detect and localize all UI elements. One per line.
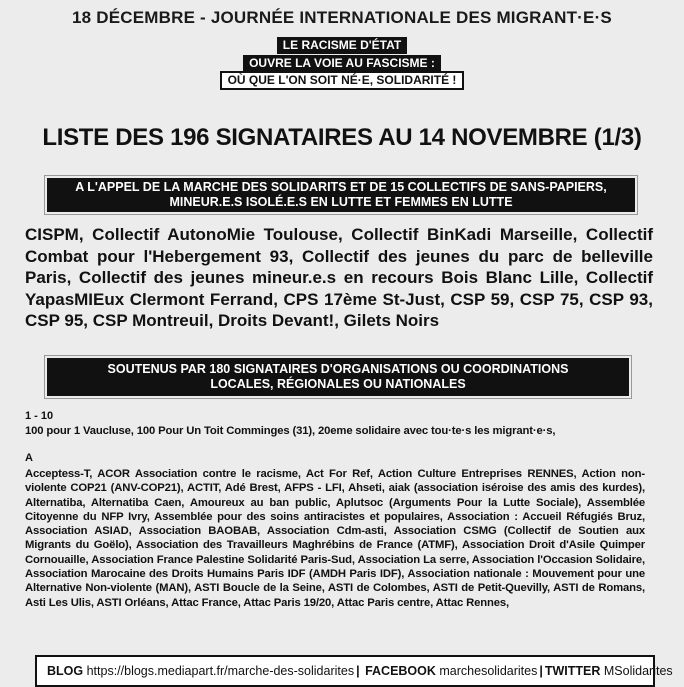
facebook-label: FACEBOOK (365, 664, 436, 678)
section-text-numbers: 100 pour 1 Vaucluse, 100 Pour Un Toit Comminges (31), 20eme solidaire avec tou·te·s les migrant·e·s, (25, 425, 556, 437)
soutien-line-1: SOUTENUS PAR 180 SIGNATAIRES D'ORGANISATIONS OU COORDINATIONS (107, 362, 569, 376)
appel-line-2: MINEUR.E.S ISOLÉ.E.S EN LUTTE ET FEMMES EN LUTTE (169, 195, 513, 209)
section-label-a: A (25, 452, 33, 464)
blog-link[interactable]: https://blogs.mediapart.fr/marche-des-solidarites (86, 664, 355, 678)
footer-separator: | (539, 664, 543, 678)
collectives-list: CISPM, Collectif AutonoMie Toulouse, Collectif BinKadi Marseille, Collectif Combat pour l'Hebergement 93, Collectif des jeunes du parc de belleville Paris, Collectif des jeunes mineur.e.s en recours Bois Blanc Lille, Collectif YapasMIEux Clermont Ferrand, CPS 17ème St-Just, CSP 59, CSP 75, CSP 93, CSP 95, CSP Montreuil, Droits Devant!, Gilets Noirs (25, 225, 653, 330)
slogan-line-3 (0, 71, 684, 90)
section-text-a: Acceptess-T, ACOR Association contre le racisme, Act For Ref, Action Culture Entreprises RENNES, Action non-violente COP21 (ANV-COP21), ACTIT, Adé Brest, AFPS - LFI, Ahseti, aiak (association iséroise des amis des kurdes), Alternatiba, Alternatiba Caen, Amoureux au ban public, Aplutsoc (Arguments Pour la Lutte Sociale), Assemblée Citoyenne du NFP Ivry, Assemblée pour des soins antiracistes et populaires, Association : Accueil Réfugiés Bruz, Association ASIAD, Association BAOBAB, Association Cdm-asti, Association CSMG (Collectif de Soutien aux Migrants du Goëlo), Association des Travailleurs Maghrébins de France (ATMF), Association Droit d'Asile Quimper Cornouaille, Association France Palestine Solidarité Paris-Sud, Association La serre, Association l'Occasion Solidaire, Association Marocaine des Droits Humains Paris IDF (AMDH Paris IDF), Association nationale : Mouvement pour une Alternative Non-violente (MAN), ASTI Boucle de la Seine, ASTI de Colombes, ASTI de Petit-Quevilly, ASTI de Romans, Asti Les Ulis, ASTI Orléans, Attac France, Attac Paris 19/20, Attac Paris centre, Attac Rennes, (25, 468, 645, 609)
appel-line-1: A L'APPEL DE LA MARCHE DES SOLIDARITS ET DE 15 COLLECTIFS DE SANS-PAPIERS, (75, 180, 607, 194)
slogan-line-2 (0, 54, 684, 72)
soutien-line-2: LOCALES, RÉGIONALES OU NATIONALES (210, 377, 466, 391)
soutien-banner (47, 358, 629, 396)
slogan-text-1: LE RACISME D'ÉTAT (277, 37, 407, 54)
slogan-text-2: OUVRE LA VOIE AU FASCISME : (243, 55, 441, 72)
slogan-text-3: OÙ QUE L'ON SOIT NÉ·E, SOLIDARITÉ ! (220, 71, 465, 90)
facebook-link[interactable]: marchesolidarites (439, 664, 538, 678)
appel-banner (47, 178, 635, 212)
section-label-numbers: 1 - 10 (25, 410, 54, 422)
twitter-link[interactable]: MSolidarites (603, 664, 673, 678)
footer-links (35, 655, 673, 687)
event-title: 18 DÉCEMBRE - JOURNÉE INTERNATIONALE DES MIGRANT·E·S (72, 8, 612, 27)
slogan-line-1 (0, 36, 684, 54)
twitter-label: TWITTER (544, 664, 601, 678)
blog-label: BLOG (47, 664, 84, 678)
page-title: LISTE DES 196 SIGNATAIRES AU 14 NOVEMBRE (1/3) (42, 124, 642, 151)
footer-separator: | (356, 664, 360, 678)
